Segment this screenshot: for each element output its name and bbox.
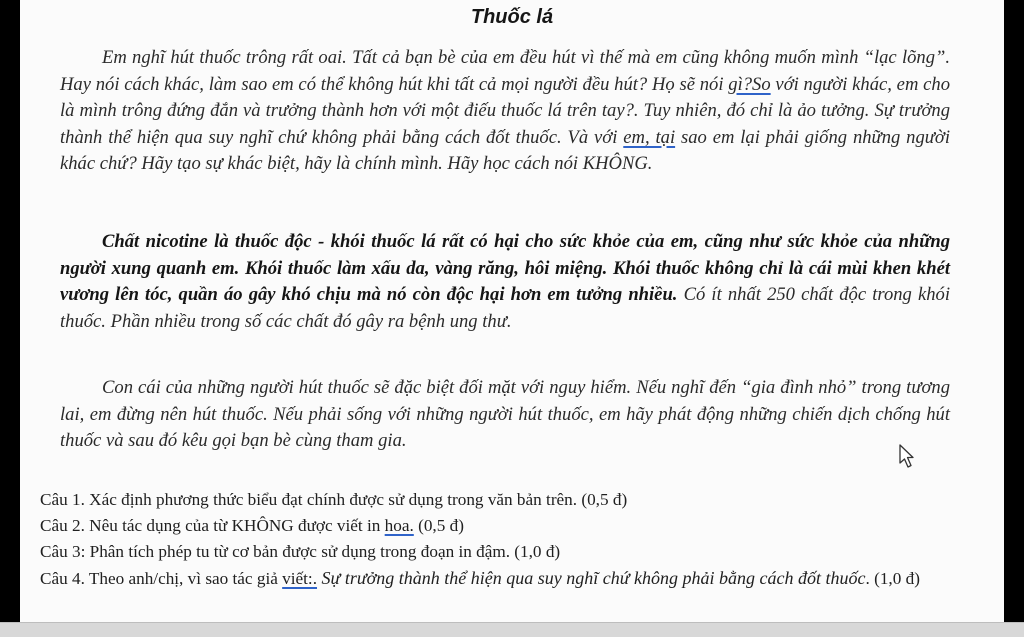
paragraph-2-text: Có ít nhất 250 chất độc trong khói thuốc. Phần nhiều trong số các chất đó gây ra bệnh ung thư. — [60, 284, 950, 332]
spelling-underline-1: gì?So — [728, 73, 771, 95]
paragraph-1-text-a: Em nghĩ hút thuốc trông rất oai. Tất cả bạn bè của em đều hút vì thế mà em cũng không muốn mình “lạc lõng”. Hay nói cách khác, làm sao em có thể không hút khi tất cả mọi người đều hút? Họ sẽ nói — [60, 47, 950, 95]
question-3: Câu 3: Phân tích phép tu từ cơ bản được sử dụng trong đoạn in đậm. (1,0 đ) — [40, 542, 561, 561]
mouse-pointer-icon — [899, 444, 915, 470]
question-4-underline: viết:. — [282, 569, 318, 588]
paragraph-2 — [60, 229, 950, 335]
bottom-bar — [0, 622, 1024, 637]
paragraph-1-text-c: sao em lại phải giống những người khác chứ? Hãy tạo sự khác biệt, hãy là chính mình. Hãy học cách nói KHÔNG. — [60, 126, 950, 174]
questions-list — [40, 487, 990, 592]
question-4-quote: Sự trưởng thành thể hiện qua suy nghĩ chứ không phải bằng cách đốt thuốc — [317, 568, 866, 588]
spelling-underline-2: em, tại — [623, 126, 676, 148]
question-4-text: Câu 4. Theo anh/chị, vì sao tác giả — [40, 569, 283, 588]
question-1: Câu 1. Xác định phương thức biểu đạt chính được sử dụng trong văn bản trên. (0,5 đ) — [40, 490, 628, 509]
question-2 — [40, 513, 990, 539]
question-4-points: . (1,0 đ) — [865, 569, 920, 588]
question-2-points: (0,5 đ) — [413, 516, 464, 535]
paragraph-3: Con cái của những người hút thuốc sẽ đặc biệt đối mặt với nguy hiểm. Nếu nghĩ đến “gia đình nhỏ” trong tương lai, em đừng nên hút thuốc. Nếu phải sống với những người hút thuốc, em hãy phát động những chiến dịch chống hút thuốc và sau đó kêu gọi bạn bè cùng tham gia. — [60, 377, 950, 451]
paragraph-1-text-b: với người khác, em cho là mình trông đứng đắn và trưởng thành hơn với một điếu thuốc lá trên tay?. Tuy nhiên, đó chỉ là ảo tưởng. Sự trưởng thành thể hiện qua suy nghĩ chứ không phải bằng cách đốt thuốc. Và với — [60, 73, 950, 148]
document-title: Thuốc lá — [470, 6, 554, 28]
paragraph-2-bold-text: Chất nicotine là thuốc độc - khói thuốc lá rất có hại cho sức khỏe của em, cũng như sức khỏe của những người xung quanh em. Khói thuốc làm xấu da, vàng răng, hôi miệng. Khói thuốc không chỉ là cái mùi khen khét vương lên tóc, quần áo gây khó chịu mà nó còn độc hại hơn em tưởng nhiều. — [60, 231, 950, 305]
question-2-text: Câu 2. Nêu tác dụng của từ KHÔNG được viết in — [40, 516, 385, 535]
document-page — [20, 0, 1004, 636]
question-2-underline: hoa. — [384, 516, 414, 535]
paragraph-1 — [60, 45, 950, 178]
question-4 — [40, 565, 990, 592]
